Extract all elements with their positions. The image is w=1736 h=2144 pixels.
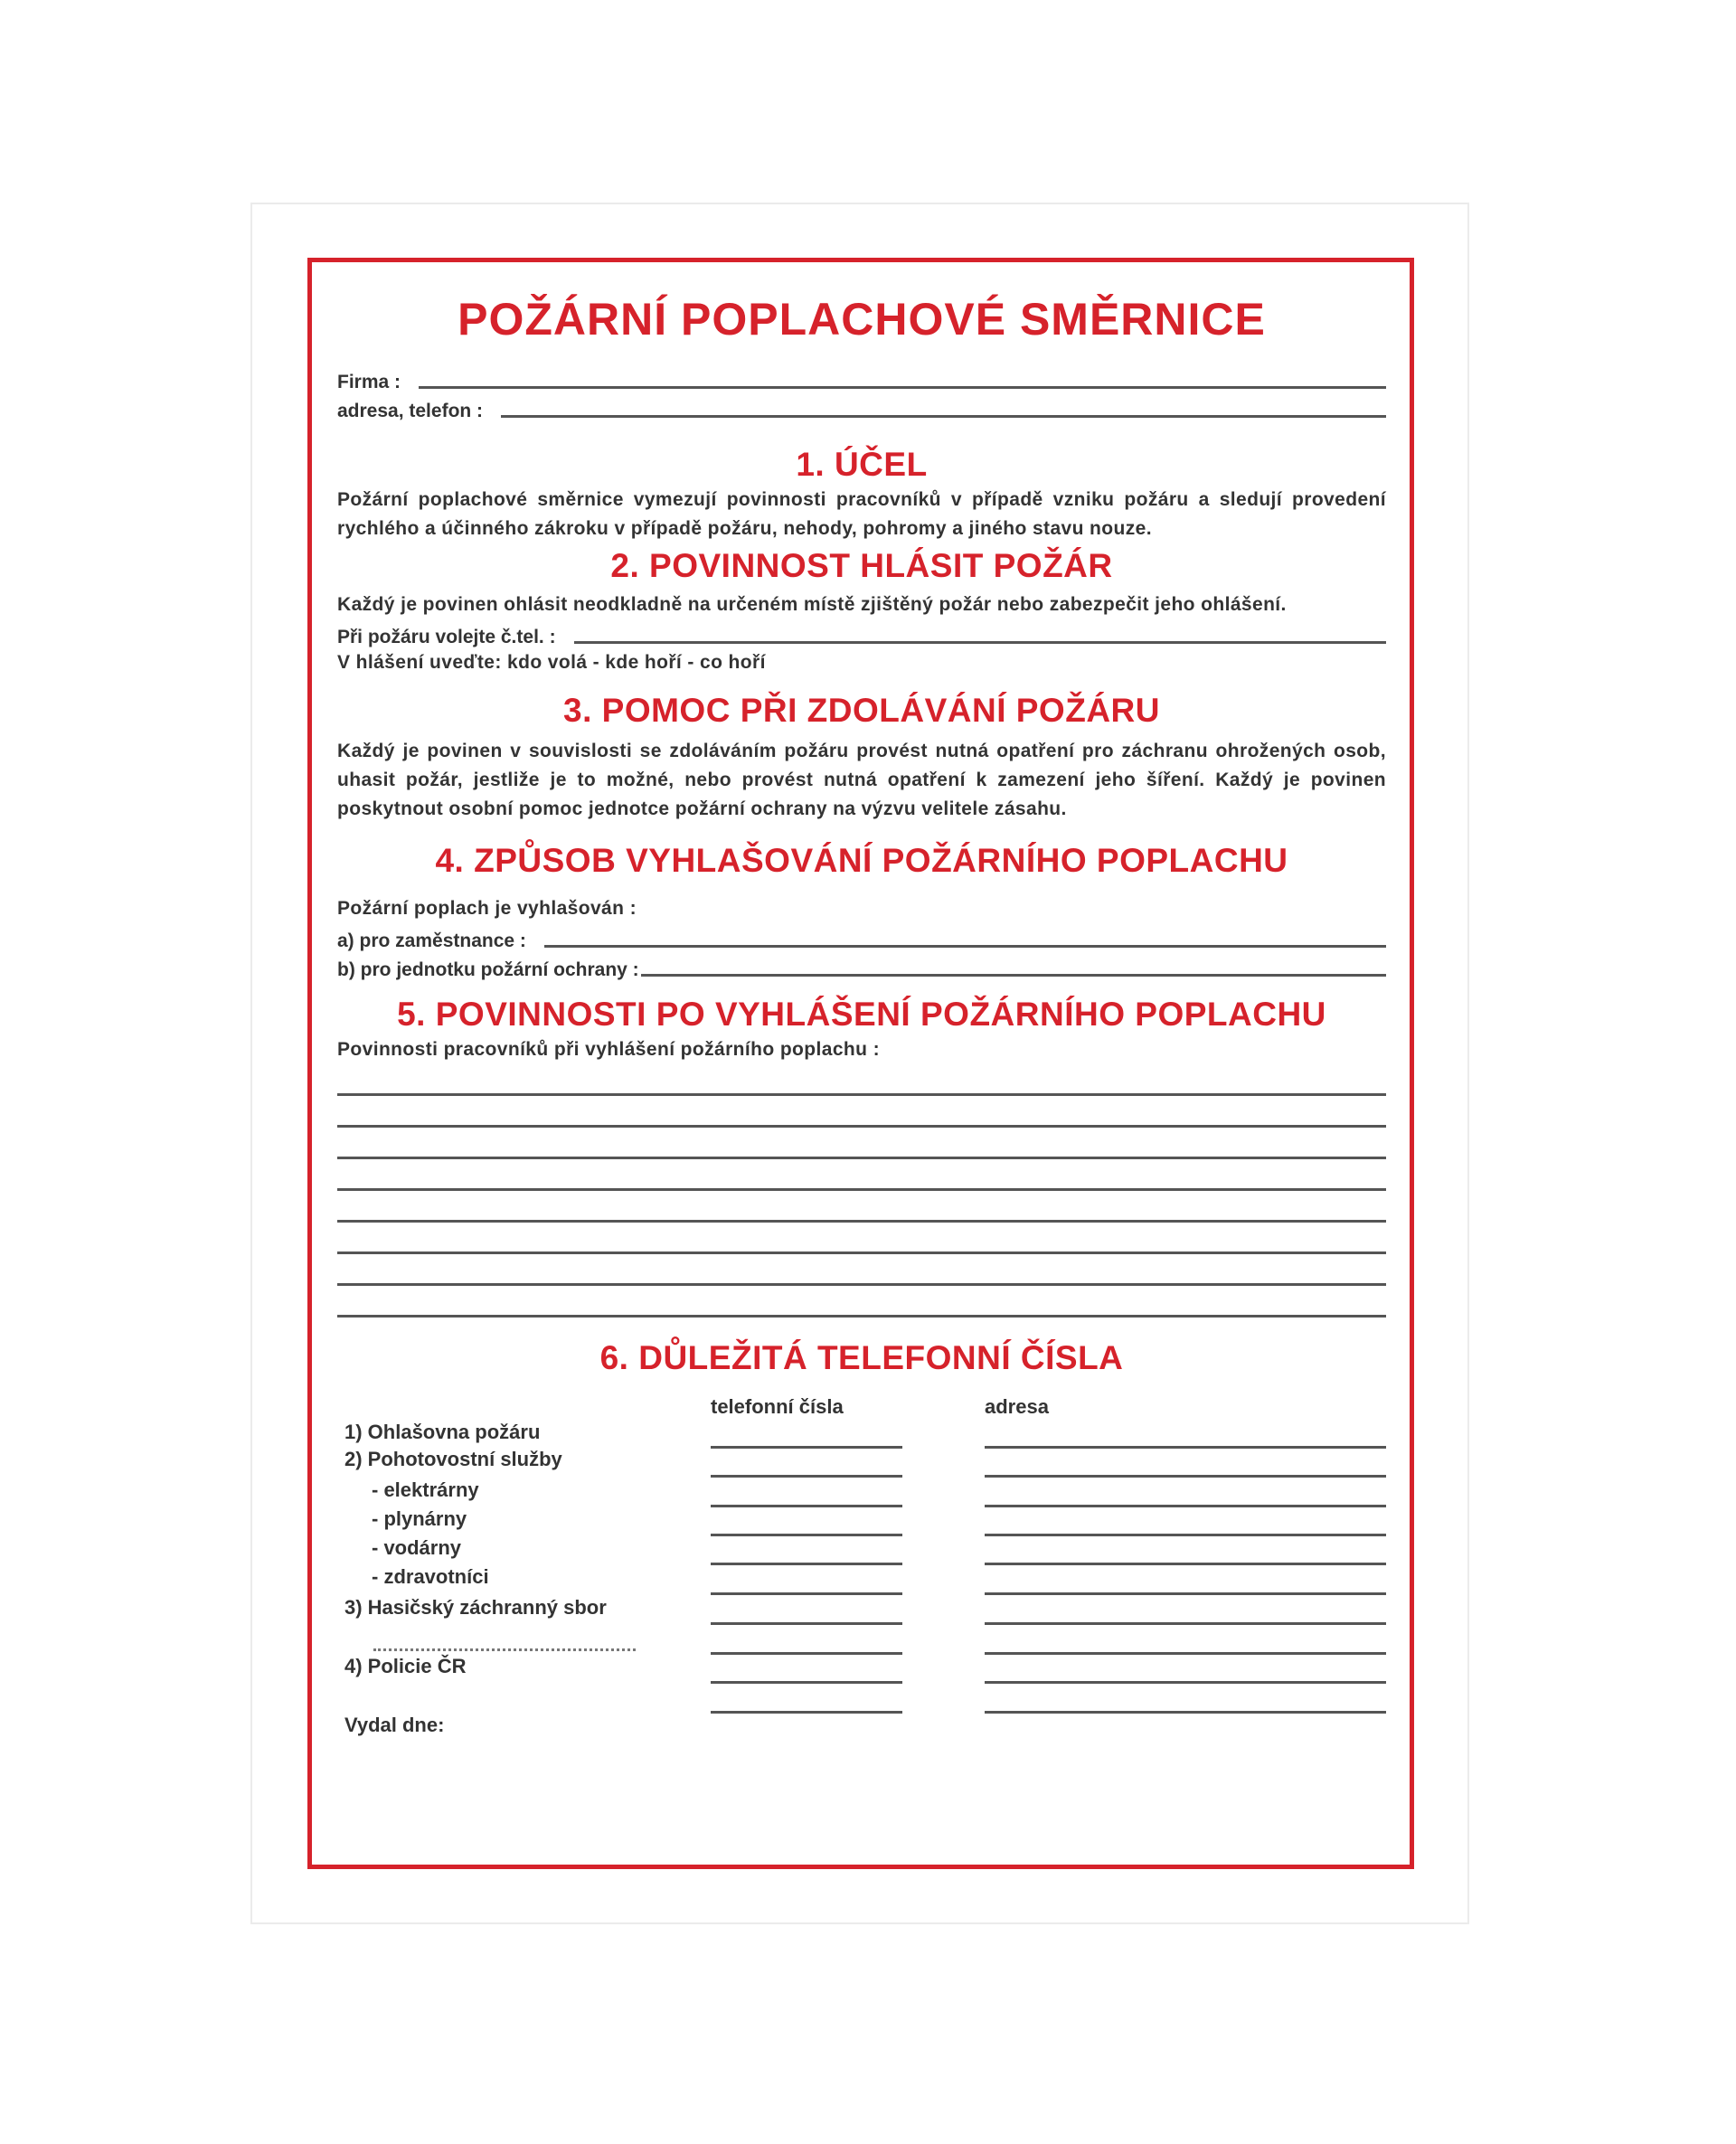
employees-field — [337, 923, 1386, 952]
duties-line[interactable] — [337, 1099, 1386, 1128]
phone-table — [337, 1395, 1386, 1775]
address-line[interactable] — [501, 415, 1386, 418]
phone-line[interactable] — [711, 1563, 902, 1565]
firma-line[interactable] — [419, 386, 1386, 389]
address-field — [337, 393, 1386, 422]
phone-line[interactable] — [711, 1446, 902, 1449]
address-line[interactable] — [985, 1711, 1386, 1714]
address-line[interactable] — [985, 1652, 1386, 1655]
row-gas-works: - plynárny — [372, 1507, 467, 1530]
page-title: POŽÁRNÍ POPLACHOVÉ SMĚRNICE — [458, 294, 1266, 345]
address-line[interactable] — [985, 1592, 1386, 1595]
section-5-heading: 5. POVINNOSTI PO VYHLÁŠENÍ POŽÁRNÍHO POPLACHU — [397, 996, 1326, 1033]
firma-label: Firma : — [337, 372, 401, 392]
firma-field — [337, 364, 1386, 393]
section-5-intro: Povinnosti pracovníků při vyhlášení požárního poplachu : — [337, 1039, 880, 1060]
section-2-heading: 2. POVINNOST HLÁSIT POŽÁR — [610, 547, 1113, 584]
row-fire-rescue: 3) Hasičský záchranný sbor — [344, 1596, 607, 1619]
row-fire-reporting: 1) Ohlašovna požáru — [344, 1421, 541, 1443]
report-text: V hlášení uveďte: kdo volá - kde hoří - co hoří — [337, 652, 766, 673]
row-water-works: - vodárny — [372, 1536, 462, 1559]
phone-line[interactable] — [711, 1475, 902, 1478]
row-medical: - zdravotníci — [372, 1565, 489, 1588]
address-line[interactable] — [985, 1505, 1386, 1507]
fire-unit-label: b) pro jednotku požární ochrany : — [337, 959, 639, 980]
extra-entry-dotted-line[interactable] — [373, 1648, 636, 1651]
section-4-heading: 4. ZPŮSOB VYHLAŠOVÁNÍ POŽÁRNÍHO POPLACHU — [435, 842, 1288, 879]
phone-line[interactable] — [711, 1534, 902, 1536]
duties-line[interactable] — [337, 1067, 1386, 1096]
employees-label: a) pro zaměstnance : — [337, 930, 526, 951]
duties-line[interactable] — [337, 1162, 1386, 1191]
address-line[interactable] — [985, 1475, 1386, 1478]
address-line[interactable] — [985, 1534, 1386, 1536]
row-emergency-services: 2) Pohotovostní služby — [344, 1448, 562, 1470]
row-police: 4) Policie ČR — [344, 1655, 467, 1677]
duties-line[interactable] — [337, 1257, 1386, 1286]
address-column-header: adresa — [985, 1395, 1049, 1418]
section-4-intro: Požární poplach je vyhlašován : — [337, 898, 637, 919]
section-2-text: Každý je povinen ohlásit neodkladně na určeném místě zjištěný požár nebo zabezpečit jeho ohlášení. — [337, 594, 1287, 615]
phone-line[interactable] — [711, 1505, 902, 1507]
address-line[interactable] — [985, 1681, 1386, 1684]
phone-label: Při požáru volejte č.tel. : — [337, 627, 556, 647]
fire-unit-field — [337, 952, 1386, 981]
section-3-text: Každý je povinen v souvislosti se zdoláváním požáru provést nutná opatření pro záchranu ohrožených osob, uhasit požár, jestliže je to možné, nebo provést nutná opatření k zamezení jeho šíření. Každý je povinen poskytnout osobní pomoc jednotce požární ochrany na výzvu velitele zásahu. — [337, 741, 1386, 819]
address-line[interactable] — [985, 1563, 1386, 1565]
phone-line[interactable] — [711, 1681, 902, 1684]
fire-unit-line[interactable] — [641, 974, 1386, 977]
document-content — [337, 276, 1386, 1775]
duties-lines — [337, 1067, 1386, 1318]
phone-line[interactable] — [711, 1711, 902, 1714]
phone-line[interactable] — [711, 1652, 902, 1655]
employees-line[interactable] — [544, 945, 1386, 948]
address-line[interactable] — [985, 1446, 1386, 1449]
section-1-heading: 1. ÚČEL — [796, 446, 928, 483]
section-3-heading: 3. POMOC PŘI ZDOLÁVÁNÍ POŽÁRU — [563, 692, 1160, 729]
duties-line[interactable] — [337, 1289, 1386, 1318]
section-6-heading: 6. DŮLEŽITÁ TELEFONNÍ ČÍSLA — [599, 1339, 1124, 1376]
phone-field — [337, 619, 1386, 648]
phone-column-header: telefonní čísla — [711, 1395, 844, 1418]
address-label: adresa, telefon : — [337, 401, 484, 421]
duties-line[interactable] — [337, 1225, 1386, 1254]
duties-line[interactable] — [337, 1194, 1386, 1223]
duties-line[interactable] — [337, 1130, 1386, 1159]
section-1-text: Požární poplachové směrnice vymezují povinnosti pracovníků v případě vzniku požáru a sledují provedení rychlého a účinného zákroku v případě požáru, nehody, pohromy a jiného stavu nouze. — [337, 489, 1386, 539]
issued-date-label: Vydal dne: — [344, 1714, 445, 1736]
row-power-plants: - elektrárny — [372, 1478, 479, 1501]
phone-line[interactable] — [574, 641, 1386, 644]
address-line[interactable] — [985, 1622, 1386, 1625]
phone-line[interactable] — [711, 1622, 902, 1625]
phone-line[interactable] — [711, 1592, 902, 1595]
